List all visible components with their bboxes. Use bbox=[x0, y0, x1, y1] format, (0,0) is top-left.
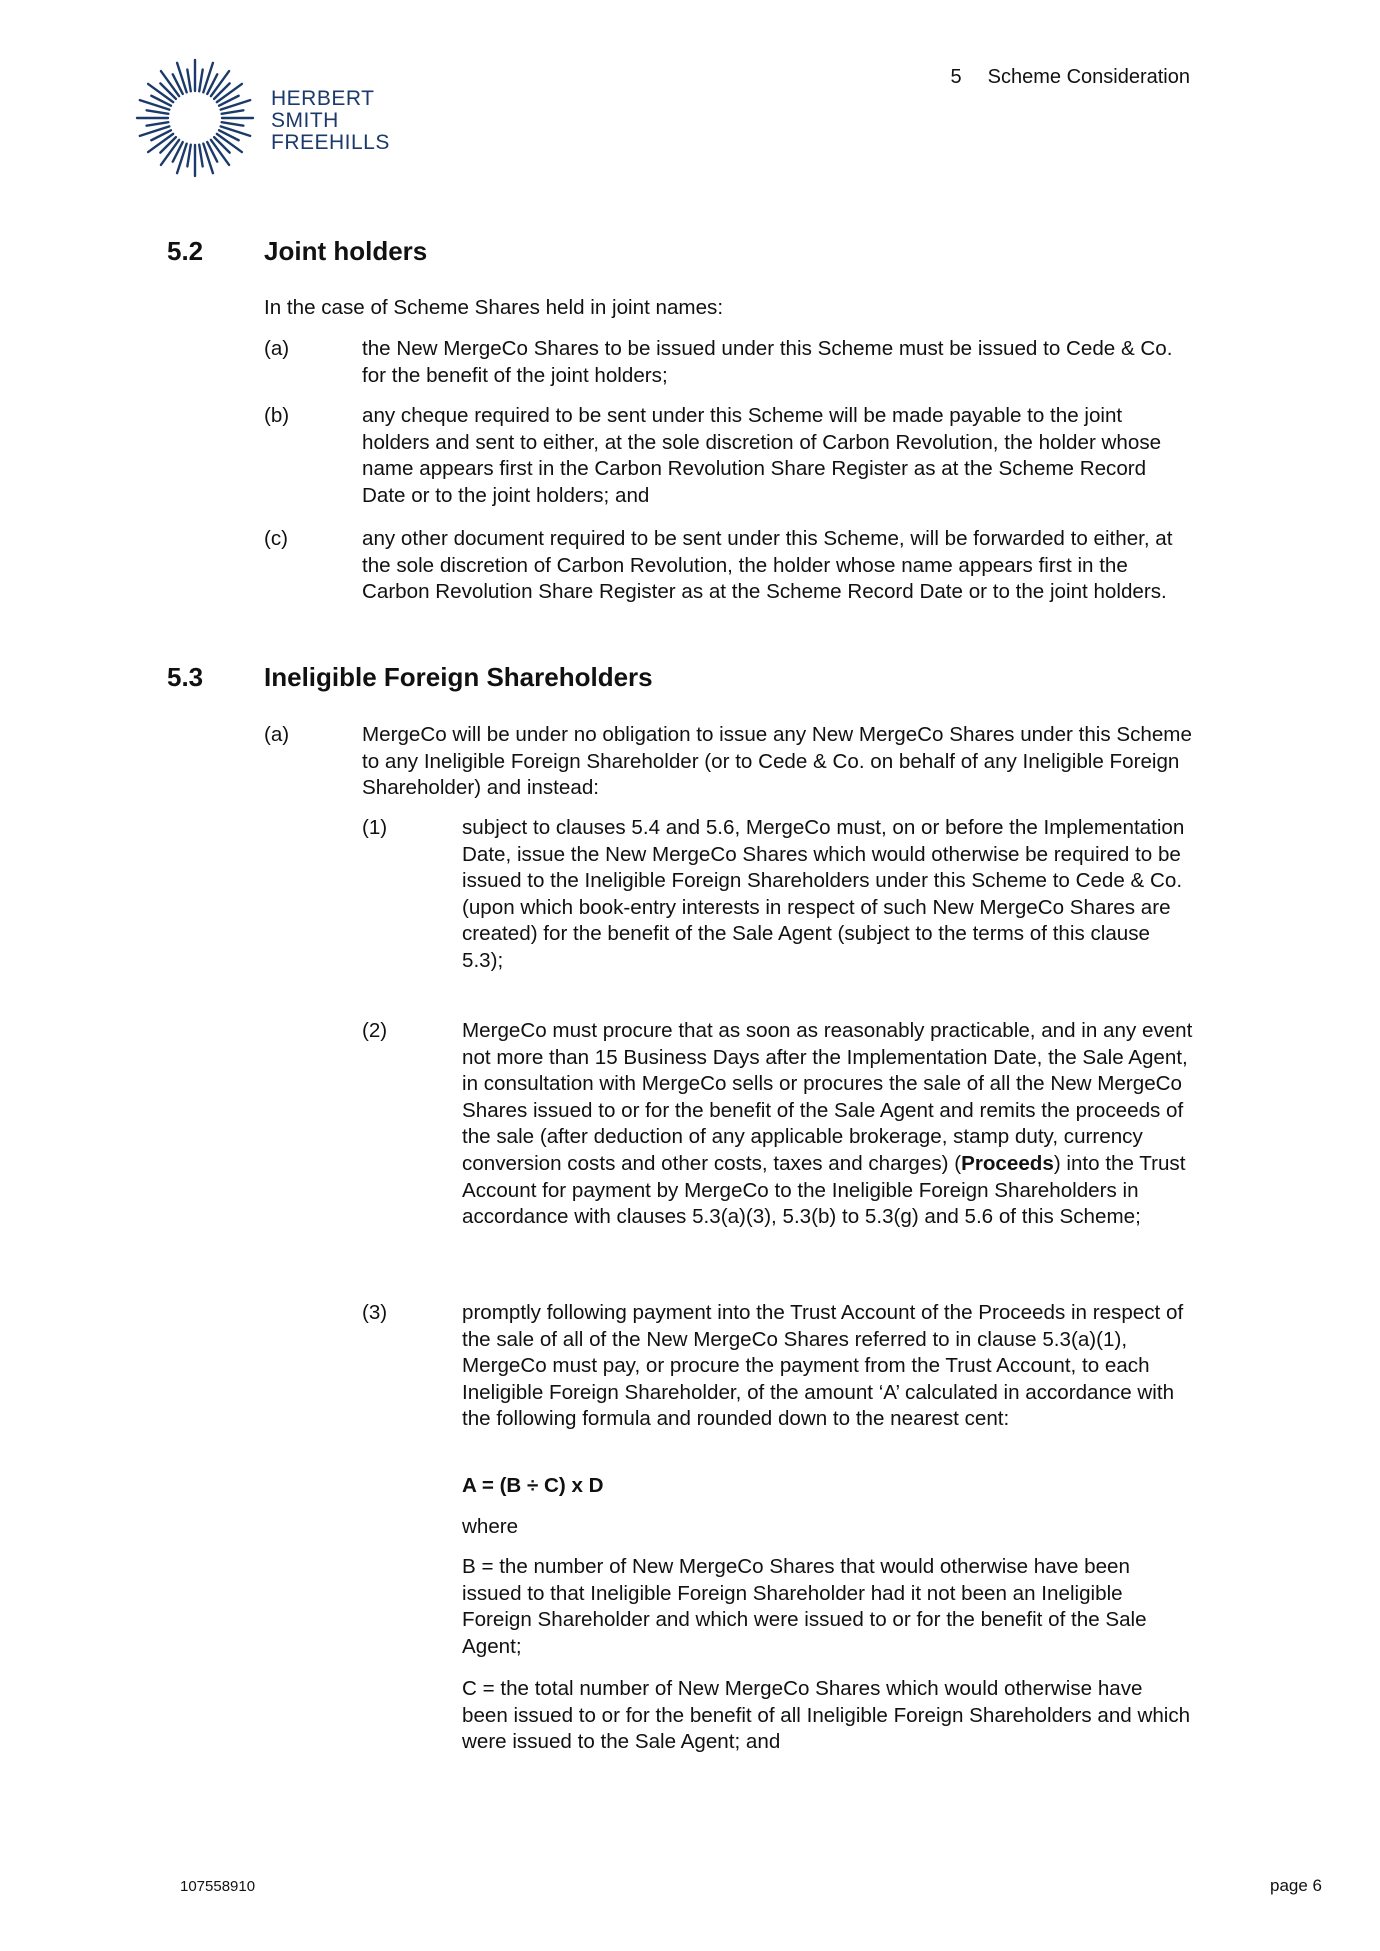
logo-ray bbox=[222, 122, 244, 125]
logo-ray bbox=[187, 70, 190, 92]
sub-item-label: (3) bbox=[362, 1301, 388, 1324]
heading-title: Joint holders bbox=[264, 236, 428, 266]
list-text: any other document required to be sent under this Scheme, will be forwarded to either, at the sole discretion of Carbon Revolution, the holder whose name appears first in the Carbon Revolution Share Register as at the Scheme Record Date or to the joint holders. bbox=[362, 527, 1173, 604]
logo-ray bbox=[160, 83, 176, 99]
list-label: (b) bbox=[264, 404, 290, 427]
heading-number: 5.2 bbox=[167, 236, 204, 266]
page-number: page 6 bbox=[1270, 1876, 1322, 1895]
sub-item-text bbox=[462, 1018, 1194, 1231]
firm-name-line-1: HERBERT bbox=[271, 87, 375, 110]
firm-name-line-2: SMITH bbox=[271, 109, 339, 132]
sub-item-label: (2) bbox=[362, 1019, 388, 1042]
formula: A = (B ÷ C) x D bbox=[462, 1474, 604, 1497]
text-run: ) into the Trust Account for payment by MergeCo to the Ineligible Foreign Shareholders in accordance with clauses 5.3(a)(3), 5.3(b) to 5.3(g) and 5.6 of this Scheme; bbox=[462, 1151, 1186, 1229]
list-text: MergeCo will be under no obligation to issue any New MergeCo Shares under this Scheme to any Ineligible Foreign Shareholder (or to Cede & Co. on behalf of any Ineligible Foreign Shareholder) and instead: bbox=[362, 723, 1192, 800]
definition-b: B = the number of New MergeCo Shares that would otherwise have been issued to that Ineligible Foreign Shareholder had it not been an Ineligible Foreign Shareholder and which were issued to or for the benefit of the Sale Agent; bbox=[462, 1555, 1147, 1658]
logo-ray bbox=[160, 137, 176, 153]
list-text: any cheque required to be sent under this Scheme will be made payable to the joint holders and sent to either, at the sole discretion of Carbon Revolution, the holder whose name appears first in the Carbon Revolution Share Register as at the Scheme Record Date or to the joint holders; and bbox=[362, 404, 1162, 507]
heading-number: 5.3 bbox=[167, 662, 204, 692]
sub-item-text: subject to clauses 5.4 and 5.6, MergeCo must, on or before the Implementation Date, issue the New MergeCo Shares which would otherwise be required to be issued to the Ineligible Foreign Shareholders under this Scheme to Cede & Co. (upon which book-entry interests in respect of such New MergeCo Shares are created) for the benefit of the Sale Agent (subject to the terms of this clause 5.3); bbox=[462, 816, 1185, 972]
section-number: 5 bbox=[950, 66, 962, 88]
sub-item-label: (1) bbox=[362, 816, 388, 839]
where-label: where bbox=[462, 1515, 519, 1538]
heading-5-3 bbox=[167, 662, 653, 693]
definition-c: C = the total number of New MergeCo Shares which would otherwise have been issued to or for the benefit of all Ineligible Foreign Shareholders and which were issued to the Sale Agent; and bbox=[462, 1677, 1191, 1754]
list-text: the New MergeCo Shares to be issued under this Scheme must be issued to Cede & Co. for the benefit of the joint holders; bbox=[362, 337, 1173, 387]
logo-ray bbox=[147, 110, 169, 113]
heading-5-2 bbox=[167, 236, 427, 267]
heading-title: Ineligible Foreign Shareholders bbox=[264, 662, 653, 692]
list-label: (a) bbox=[264, 723, 290, 746]
running-header bbox=[951, 66, 1190, 89]
document-id: 107558910 bbox=[180, 1878, 256, 1895]
logo-ray bbox=[199, 145, 202, 167]
logo-ray bbox=[147, 122, 169, 125]
firm-name bbox=[271, 88, 390, 154]
logo-ray bbox=[214, 83, 230, 99]
sunburst-logo-icon bbox=[135, 58, 255, 178]
list-label: (c) bbox=[264, 527, 289, 550]
text-run: MergeCo must procure that as soon as reasonably practicable, and in any event not more than 15 Business Days after the Implementation Date, the Sale Agent, in consultation with MergeCo sells or procures the sale of all the New MergeCo Shares issued to or for the benefit of the Sale Agent and remits the proceeds of the sale (after deduction of any applicable brokerage, stamp duty, currency conversion costs and other costs, taxes and charges) ( bbox=[462, 1019, 1193, 1175]
logo-ray bbox=[199, 70, 202, 92]
firm-name-line-3: FREEHILLS bbox=[271, 131, 390, 154]
logo-ray bbox=[187, 145, 190, 167]
sub-item-text: promptly following payment into the Trust Account of the Proceeds in respect of the sale of all of the New MergeCo Shares referred to in clause 5.3(a)(1), MergeCo must pay, or procure the payment from the Trust Account, to each Ineligible Foreign Shareholder, of the amount ‘A’ calculated in accordance with the following formula and rounded down to the nearest cent: bbox=[462, 1301, 1184, 1431]
list-label: (a) bbox=[264, 337, 290, 360]
section-title: Scheme Consideration bbox=[987, 66, 1190, 88]
logo-ray bbox=[222, 110, 244, 113]
paragraph-intro: In the case of Scheme Shares held in joint names: bbox=[264, 296, 724, 319]
logo-ray bbox=[214, 137, 230, 153]
defined-term: Proceeds bbox=[961, 1151, 1054, 1175]
